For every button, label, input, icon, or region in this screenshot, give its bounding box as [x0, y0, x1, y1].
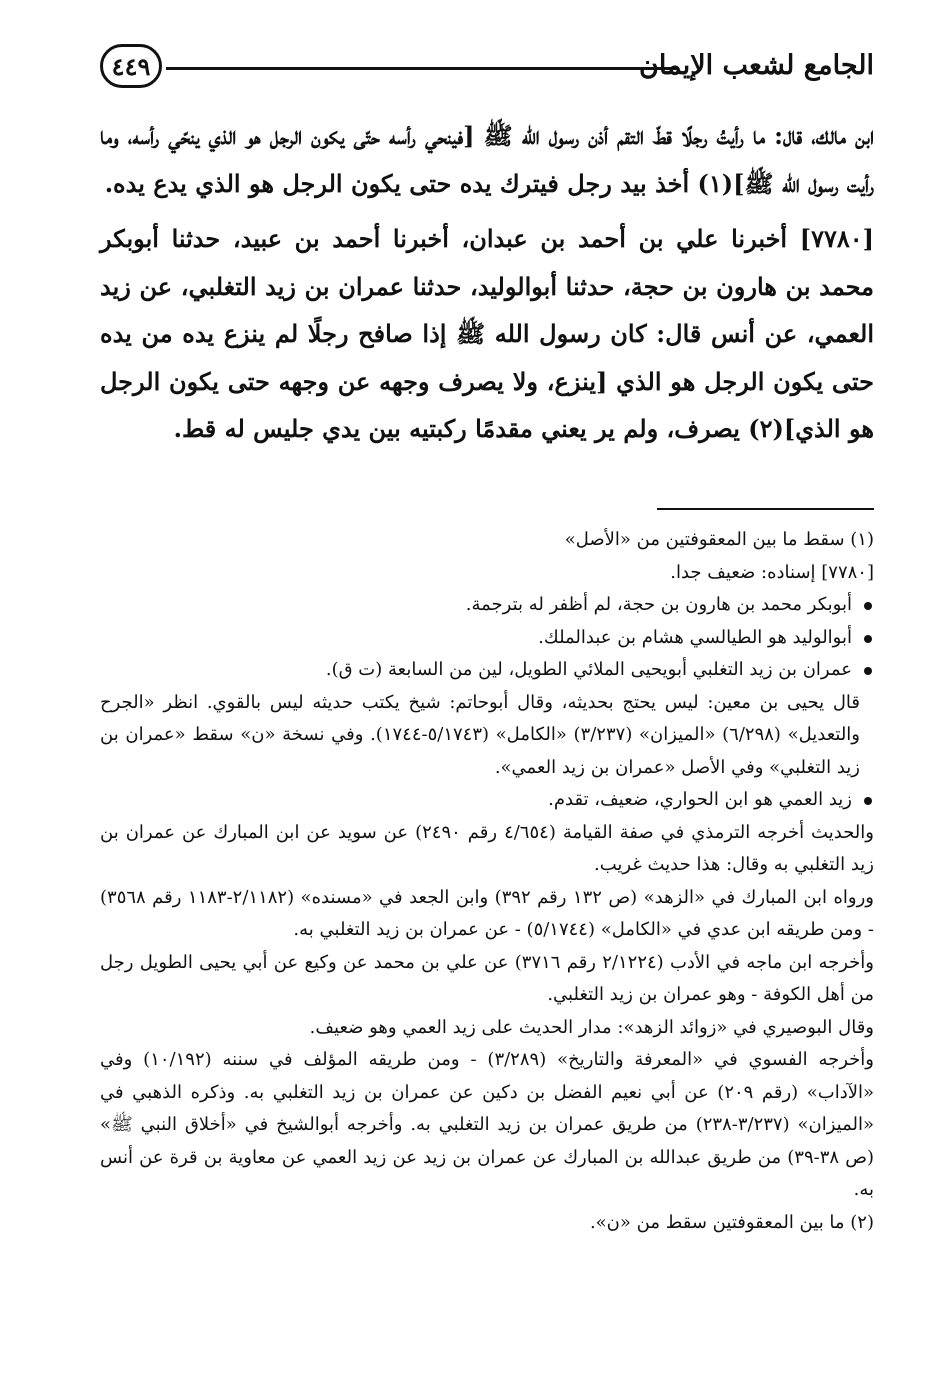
narrator-note: زيد العمي هو ابن الحواري، ضعيف، تقدم.	[548, 789, 852, 810]
footnotes	[100, 524, 874, 1239]
narrator-detail: قال يحيى بن معين: ليس يحتج بحديثه، وقال أبوحاتم: شيخ يكتب حديثه ليس بالقوي. انظر «الجرح والتعديل» (٦/٢٩٨) «الميزان» (٣/٢٣٧) «الكامل» (٥/١٧٤٣-١٧٤٤). وفي نسخة «ن» سقط «عمران بن زيد التغلبي» وفي الأصل «عمران بن زيد العمي».	[100, 691, 860, 778]
paragraph-hadith-7780: [٧٧٨٠] أخبرنا علي بن أحمد بن عبدان، أخبرنا أحمد بن عبيد، حدثنا أبوبكر محمد بن هارون بن حجة، حدثنا أبوالوليد، حدثنا عمران بن زيد التغلبي، عن زيد العمي، عن أنس قال: كان رسول الله ﷺ إذا صافح رجلًا لم ينزع يده من يده حتى يكون الرجل هو الذي [ينزع، ولا يصرف وجهه عن وجهه حتى يكون الرجل هو الذي](٢) يصرف، ولم ير يعني مقدمًا ركبتيه بين يدي جليس له قط.	[100, 224, 874, 443]
narrator-list	[100, 589, 874, 687]
takhrij-paragraph: والحديث أخرجه الترمذي في صفة القيامة (٤/٦٥٤ رقم ٢٤٩٠) عن سويد عن ابن المبارك عن عمران بن زيد التغلبي به وقال: هذا حديث غريب.	[100, 821, 874, 875]
takhrij-paragraph: وأخرجه ابن ماجه في الأدب (٢/١٢٢٤ رقم ٣٧١٦) عن علي بن محمد عن وكيع عن أبي يحيى الطويل رجل من أهل الكوفة - وهو عمران بن زيد التغلبي.	[100, 951, 874, 1005]
paragraph-hadith-continuation: ابن مالك، قال: ما رأيتُ رجلًا قطّ التقم أذن رسول الله ﷺ [فينحي رأسه حتّى يكون الرجل هو الذي ينحّي رأسه، وما رأيت رسول الله ﷺ](١) أخذ بيد رجل فيترك يده حتى يكون الرجل هو الذي يدع يده.	[100, 121, 874, 198]
isnad-grade: [٧٧٨٠] إسناده: ضعيف جدا.	[670, 561, 874, 583]
page-header	[100, 44, 874, 94]
footnote-1: (١) سقط ما بين المعقوفتين من «الأصل»	[564, 529, 874, 550]
bullet-icon	[864, 635, 872, 643]
takhrij-paragraph: وأخرجه الفسوي في «المعرفة والتاريخ» (٣/٢٨٩) - ومن طريقه المؤلف في سننه (١٠/١٩٢) وفي «الآداب» (رقم ٢٠٩) عن أبي نعيم الفضل بن دكين عن عمران بن زيد التغلبي به. وذكره الذهبي في «الميزان» (٣/٢٣٧-٢٣٨) من طريق عمران بن زيد التغلبي به. وأخرجه أبوالشيخ في «أخلاق النبي ﷺ» (ص ٣٨-٣٩) من طريق عبدالله بن المبارك عن عمران بن زيد عن زيد العمي عن معاوية بن قرة عن أنس به.	[100, 1049, 875, 1200]
header-rule	[166, 67, 679, 70]
takhrij-paragraph: وقال البوصيري في «زوائد الزهد»: مدار الحديث على زيد العمي وهو ضعيف.	[309, 1016, 874, 1038]
narrator-list-2	[100, 784, 874, 817]
takhrij-paragraph: ورواه ابن المبارك في «الزهد» (ص ١٣٢ رقم ٣٩٢) وابن الجعد في «مسنده» (٢/١١٨٢-١١٨٣ رقم ٣٥٦٨) - ومن طريقه ابن عدي في «الكامل» (٥/١٧٤٤) - عن عمران بن زيد التغلبي به.	[100, 886, 874, 940]
narrator-note: أبوالوليد هو الطيالسي هشام بن عبدالملك.	[538, 626, 852, 648]
list-item	[100, 622, 874, 655]
page-number-badge: ٤٤٩	[100, 44, 162, 88]
bullet-icon	[864, 797, 872, 805]
bullet-icon	[864, 667, 872, 675]
list-item	[100, 589, 874, 622]
running-title: الجامع لشعب الإيمان	[639, 50, 874, 81]
main-text	[100, 112, 874, 461]
narrator-note: أبوبكر محمد بن هارون بن حجة، لم أظفر له بترجمة.	[465, 594, 852, 615]
footnote-2: (٢) ما بين المعقوفتين سقط من «ن».	[589, 1211, 874, 1233]
footnote-separator	[657, 508, 874, 510]
list-item	[100, 654, 874, 687]
list-item	[100, 784, 874, 817]
bullet-icon	[864, 602, 872, 610]
narrator-note: عمران بن زيد التغلبي أبويحيى الملائي الطويل، لين من السابعة (ت ق).	[325, 659, 852, 680]
